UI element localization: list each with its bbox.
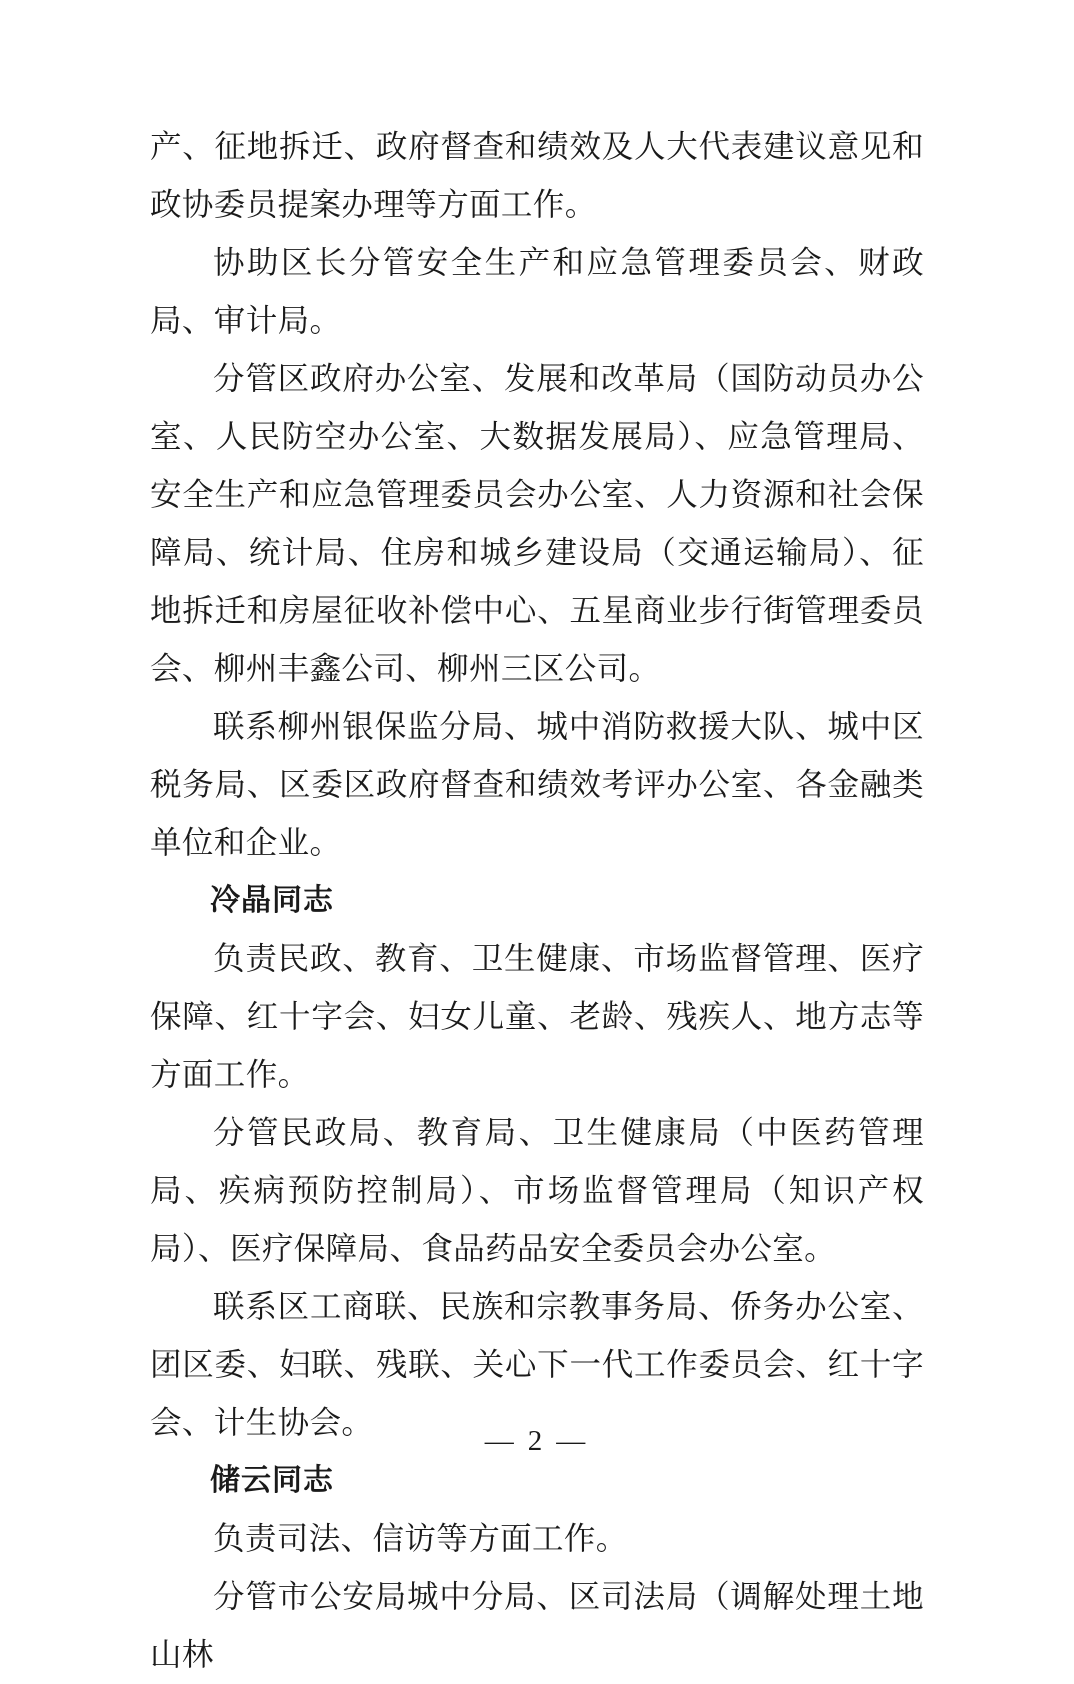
paragraph-chuyun-duties: 负责司法、信访等方面工作。 [213, 1521, 628, 1556]
person-heading-chuyun: 储云同志 [210, 1463, 334, 1498]
paragraph-chuyun-departments: 分管市公安局城中分局、区司法局（调解处理土地山林 [150, 1579, 924, 1672]
page-number-dash-right: — [556, 1425, 590, 1457]
paragraph-lengjing-departments: 分管民政局、教育局、卫生健康局（中医药管理局、疾病预防控制局）、市场监督管理局（知识产权局）、医疗保障局、食品药品安全委员会办公室。 [150, 1115, 924, 1266]
page-number-value: 2 [527, 1425, 547, 1457]
page-number [0, 1425, 1074, 1458]
paragraph-supervised-departments: 分管区政府办公室、发展和改革局（国防动员办公室、人民防空办公室、大数据发展局）、应急管理局、安全生产和应急管理委员会办公室、人力资源和社会保障局、统计局、住房和城乡建设局（交通运输局）、征地拆迁和房屋征收补偿中心、五星商业步行街管理委员会、柳州丰鑫公司、柳州三区公司。 [150, 361, 924, 686]
paragraph-continuation: 产、征地拆迁、政府督查和绩效及人大代表建议意见和政协委员提案办理等方面工作。 [150, 129, 924, 222]
paragraph-assist-district-head: 协助区长分管安全生产和应急管理委员会、财政局、审计局。 [150, 245, 924, 338]
paragraph-lengjing-duties: 负责民政、教育、卫生健康、市场监督管理、医疗保障、红十字会、妇女儿童、老龄、残疾人、地方志等方面工作。 [150, 941, 924, 1092]
page-number-dash-left: — [484, 1425, 518, 1457]
paragraph-lengjing-liaison: 联系区工商联、民族和宗教事务局、侨务办公室、团区委、妇联、残联、关心下一代工作委员会、红十字会、计生协会。 [150, 1289, 924, 1440]
paragraph-liaison-units: 联系柳州银保监分局、城中消防救援大队、城中区税务局、区委区政府督查和绩效考评办公室、各金融类单位和企业。 [150, 709, 924, 860]
person-heading-lengjing: 冷晶同志 [210, 883, 334, 918]
